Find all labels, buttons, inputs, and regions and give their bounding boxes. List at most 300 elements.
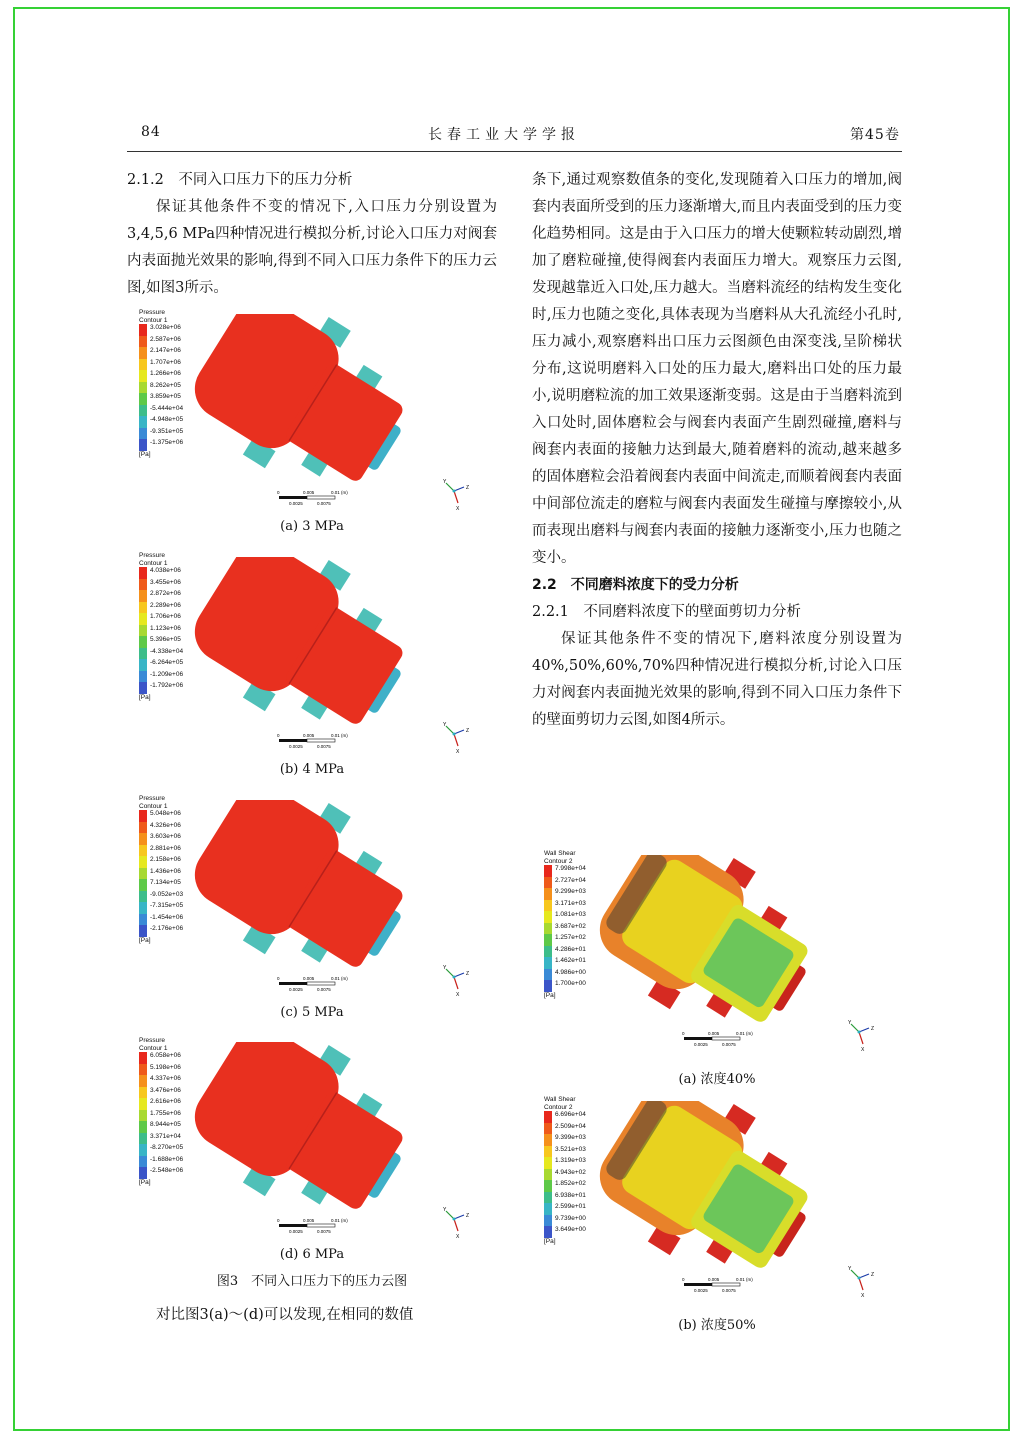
legend-value: 8.944e+05 — [150, 1121, 181, 1129]
legend-swatch — [139, 567, 147, 579]
legend-value: -1.454e+06 — [150, 913, 184, 921]
legend-row — [139, 810, 183, 822]
legend-row — [544, 1226, 586, 1238]
legend-swatch — [544, 969, 552, 981]
legend-row — [139, 416, 183, 428]
legend-value: 3.603e+06 — [150, 833, 181, 841]
legend-row — [139, 405, 183, 417]
legend-row — [544, 1146, 586, 1158]
axis-triad-icon — [442, 477, 472, 511]
journal-title: 长春工业大学学报 — [428, 127, 580, 143]
legend-swatch — [544, 1111, 552, 1123]
legend-value: 1.436e+06 — [150, 867, 181, 875]
scale-label: 0.0075 — [317, 744, 331, 749]
legend-swatch — [139, 1133, 147, 1145]
legend-value: -6.264e+05 — [150, 659, 184, 667]
legend-swatch — [544, 900, 552, 912]
legend-title: Pressure — [139, 1037, 166, 1044]
axis-label: X — [861, 1293, 865, 1298]
legend-value: 7.134e+05 — [150, 879, 181, 887]
scale-label: 0 — [277, 490, 280, 495]
axis-z — [454, 487, 464, 491]
legend-swatch — [544, 877, 552, 889]
legend-swatch — [139, 428, 147, 440]
legend-value: 5.396e+05 — [150, 636, 181, 644]
axis-label: X — [456, 749, 460, 754]
scale-label: 0.0075 — [317, 987, 331, 992]
legend-swatch — [139, 1121, 147, 1133]
legend-swatch — [544, 1203, 552, 1215]
axis-y — [446, 483, 454, 491]
scale-seg-2 — [712, 1037, 740, 1040]
legend-value: 2.509e+04 — [555, 1122, 586, 1130]
contour-panel — [532, 850, 902, 1087]
legend-row — [139, 613, 183, 625]
legend-swatch — [139, 925, 147, 937]
legend-value: -4.338e+04 — [150, 647, 184, 655]
legend-subtitle: Contour 2 — [544, 1103, 573, 1111]
legend-value: 3.859e+05 — [150, 393, 181, 401]
scale-label: 0.01 (m) — [331, 976, 348, 981]
axis-triad-icon — [847, 1264, 877, 1298]
legend-row — [139, 428, 183, 440]
legend-swatch — [544, 980, 552, 992]
axis-label: Y — [443, 722, 447, 728]
legend-value: 7.998e+04 — [555, 865, 586, 873]
legend-value: -2.548e+06 — [150, 1167, 184, 1175]
legend-row — [544, 969, 586, 981]
legend-row — [139, 682, 183, 694]
legend-row — [139, 393, 183, 405]
legend — [139, 1037, 183, 1186]
legend-swatch — [544, 865, 552, 877]
body-group — [187, 1042, 427, 1212]
legend-value: 1.852e+02 — [555, 1180, 586, 1188]
legend-unit: [Pa] — [139, 936, 151, 944]
legend-value: 1.257e+02 — [555, 934, 586, 942]
body-group — [187, 800, 427, 970]
contour-body — [187, 800, 427, 970]
legend-title: Pressure — [139, 795, 166, 802]
legend-swatch — [544, 1123, 552, 1135]
axis-origin — [453, 1218, 456, 1221]
scale-seg-1 — [279, 739, 307, 742]
legend-subtitle: Contour 1 — [139, 559, 168, 567]
legend-value: -1.375e+06 — [150, 439, 184, 447]
legend-row — [544, 911, 586, 923]
legend-value: -9.052e+03 — [150, 890, 184, 898]
contour-panel — [127, 795, 497, 1020]
axis-x — [454, 977, 458, 989]
legend-swatch — [139, 902, 147, 914]
legend-swatch — [139, 845, 147, 857]
legend-swatch — [544, 957, 552, 969]
scale-seg-2 — [307, 739, 335, 742]
legend-value: -1.792e+06 — [150, 682, 184, 690]
paragraph-analysis: 条下,通过观察数值条的变化,发现随着入口压力的增加,阀套内表面所受到的压力逐渐增大,而且内表面受到的压力变化趋势相同。这是由于入口压力的增大使颗粒转动剧烈,增加了磨粒碰撞,使得阀套内表面压力增大。观察压力云图,发现越靠近入口处,压力越大。当磨料流经的结构发生变化时,压力也随之变化,具体表现为当磨料从大孔流经小孔时,压力减小,观察磨料出口压力云图颜色由深变浅,呈阶梯状分布,这说明磨料入口处的压力最大,磨料出口处的压力最小,说明磨粒流的加工效果逐渐变弱。这是由于当磨料流到入口处时,固体磨粒会与阀套内表面产生剧烈碰撞,磨料与阀套内表面的接触力达到最大,随着磨料的流动,越来越多的固体磨粒会沿着阀套内表面中间流走,而顺着阀套内表面中间部位流走的磨粒与阀套内表面发生碰撞与摩擦较小,从而表现出磨料与阀套内表面的接触力逐渐变小,压力也随之变小。 — [532, 172, 902, 566]
legend-row — [139, 1121, 183, 1133]
legend-swatch — [544, 923, 552, 935]
axis-origin — [453, 976, 456, 979]
body-group — [187, 557, 427, 727]
legend-swatch — [544, 1215, 552, 1227]
legend-value: 2.158e+06 — [150, 856, 181, 864]
volume-label: 第45卷 — [850, 127, 900, 143]
scale-label: 0 — [277, 976, 280, 981]
legend-value: 4.326e+06 — [150, 821, 181, 829]
legend-row — [139, 336, 183, 348]
legend-value: 6.058e+06 — [150, 1052, 181, 1060]
legend-row — [544, 1192, 586, 1204]
legend-title: Pressure — [139, 309, 166, 316]
legend-value: 9.399e+03 — [555, 1134, 586, 1142]
legend-swatch — [139, 636, 147, 648]
axis-origin — [453, 490, 456, 493]
subfigure-caption: (b) 4 MPa — [279, 762, 345, 777]
scale-seg-1 — [279, 496, 307, 499]
legend-value: 9.739e+00 — [555, 1214, 586, 1222]
axis-label: Y — [443, 479, 447, 485]
legend-swatch — [139, 1110, 147, 1122]
scale-label: 0.0025 — [289, 1229, 303, 1234]
scale-seg-2 — [307, 982, 335, 985]
legend-swatch — [139, 393, 147, 405]
axis-y — [446, 726, 454, 734]
legend-row — [139, 382, 183, 394]
legend-swatch — [544, 946, 552, 958]
scale-label: 0.005 — [303, 1218, 315, 1223]
contour-panel — [127, 309, 497, 534]
scale-seg-2 — [712, 1283, 740, 1286]
legend-value: 8.262e+05 — [150, 381, 181, 389]
paragraph-fig4-intro: 保证其他条件不变的情况下,磨料浓度分别设置为40%,50%,60%,70%四种情况进行模拟分析,讨论入口压力对阀套内表面抛光效果的影响,得到不同入口压力条件下的壁面剪切力云图,如图4所示。 — [532, 631, 902, 728]
legend-subtitle: Contour 1 — [139, 1044, 168, 1052]
scale-label: 0.005 — [708, 1277, 720, 1282]
scale-seg-1 — [684, 1037, 712, 1040]
axis-label: X — [456, 992, 460, 997]
legend-swatch — [139, 879, 147, 891]
legend-swatch — [139, 671, 147, 683]
legend-swatch — [139, 1064, 147, 1076]
legend-swatch — [139, 439, 147, 451]
legend-row — [139, 1098, 183, 1110]
legend-row — [544, 1134, 586, 1146]
subfigure-caption: (a) 3 MPa — [280, 519, 344, 534]
axis-label: Z — [871, 1272, 875, 1278]
legend-row — [139, 1052, 183, 1064]
contour-body — [592, 855, 832, 1025]
scale-seg-2 — [307, 1224, 335, 1227]
scale-seg-2 — [307, 496, 335, 499]
legend-value: 1.700e+00 — [555, 980, 586, 988]
legend-value: -8.270e+05 — [150, 1144, 184, 1152]
legend-value: 2.599e+01 — [555, 1203, 586, 1211]
paragraph-fig3-intro: 保证其他条件不变的情况下,入口压力分别设置为3,4,5,6 MPa四种情况进行模拟分析,讨论入口压力对阀套内表面抛光效果的影响,得到不同入口压力条件下的压力云图,如图3所示。 — [127, 199, 497, 296]
legend-value: 1.706e+06 — [150, 613, 181, 621]
legend-value: 4.038e+06 — [150, 567, 181, 575]
legend-swatch — [139, 324, 147, 336]
legend-row — [139, 567, 183, 579]
legend-unit: [Pa] — [139, 450, 151, 458]
axis-y — [851, 1024, 859, 1032]
legend-value: -5.444e+04 — [150, 404, 184, 412]
scale-label: 0.01 (m) — [736, 1031, 753, 1036]
scale-label: 0.005 — [303, 733, 315, 738]
scale-label: 0.0075 — [317, 1229, 331, 1234]
legend-swatch — [139, 648, 147, 660]
axis-label: Y — [848, 1266, 852, 1272]
legend-swatch — [139, 682, 147, 694]
legend-row — [544, 980, 586, 992]
legend-row — [544, 957, 586, 969]
legend-row — [544, 1111, 586, 1123]
legend-value: 4.286e+01 — [555, 945, 586, 953]
legend-swatch — [139, 602, 147, 614]
scale-label: 0.01 (m) — [331, 1218, 348, 1223]
legend-unit: [Pa] — [139, 693, 151, 701]
scale-label: 0.01 (m) — [331, 490, 348, 495]
body-group — [592, 855, 832, 1025]
legend-value: 1.123e+06 — [150, 624, 181, 632]
body-group — [187, 314, 427, 484]
legend-swatch — [139, 833, 147, 845]
legend-value: 2.872e+06 — [150, 590, 181, 598]
axis-y — [446, 1211, 454, 1219]
legend-swatch — [139, 1087, 147, 1099]
legend-swatch — [139, 1156, 147, 1168]
legend-swatch — [544, 1226, 552, 1238]
contour-body — [187, 314, 427, 484]
legend-value: 5.048e+06 — [150, 810, 181, 818]
legend-row — [139, 1156, 183, 1168]
legend-swatch — [139, 336, 147, 348]
legend-swatch — [544, 1134, 552, 1146]
scale-label: 0 — [277, 733, 280, 738]
scale-seg-1 — [279, 982, 307, 985]
legend-row — [139, 891, 183, 903]
legend-value: 1.266e+06 — [150, 370, 181, 378]
axis-label: Z — [466, 971, 470, 977]
legend-value: 4.943e+02 — [555, 1168, 586, 1176]
legend-swatch — [544, 934, 552, 946]
legend-unit: [Pa] — [544, 1237, 556, 1245]
contour-body — [187, 557, 427, 727]
legend-value: -9.351e+05 — [150, 427, 184, 435]
legend-title: Pressure — [139, 552, 166, 559]
legend-swatch — [544, 888, 552, 900]
scale-bar — [275, 973, 365, 995]
legend — [544, 850, 586, 999]
legend-value: -1.209e+06 — [150, 670, 184, 678]
left-column-bottom — [127, 1302, 497, 1329]
scale-label: 0.0025 — [694, 1288, 708, 1293]
scale-bar — [275, 487, 365, 509]
legend-row — [544, 900, 586, 912]
contour-body — [592, 1101, 832, 1271]
scale-bar — [680, 1028, 770, 1050]
legend-value: 1.462e+01 — [555, 957, 586, 965]
axis-x — [454, 1219, 458, 1231]
legend-row — [139, 925, 183, 937]
scale-label: 0.0075 — [317, 501, 331, 506]
legend-swatch — [139, 1167, 147, 1179]
legend-row — [139, 856, 183, 868]
legend-value: 6.696e+04 — [555, 1111, 586, 1119]
legend-unit: [Pa] — [544, 991, 556, 999]
axis-z — [454, 730, 464, 734]
legend-row — [139, 324, 183, 336]
legend-subtitle: Contour 1 — [139, 316, 168, 324]
legend-row — [139, 1144, 183, 1156]
subfigure-caption: (c) 5 MPa — [280, 1005, 344, 1020]
legend-row — [139, 648, 183, 660]
legend-value: -7.315e+05 — [150, 902, 184, 910]
axis-x — [859, 1278, 863, 1290]
legend-subtitle: Contour 1 — [139, 802, 168, 810]
legend-value: 3.028e+06 — [150, 324, 181, 332]
legend-swatch — [139, 370, 147, 382]
legend-row — [544, 1157, 586, 1169]
axis-triad-icon — [442, 963, 472, 997]
axis-z — [454, 973, 464, 977]
legend-row — [544, 1123, 586, 1135]
figure-3-caption: 图3 不同入口压力下的压力云图 — [216, 1274, 408, 1289]
page-number: 84 — [141, 124, 161, 140]
legend-row — [544, 946, 586, 958]
axis-label: X — [456, 506, 460, 511]
scale-label: 0 — [277, 1218, 280, 1223]
legend-value: 2.587e+06 — [150, 335, 181, 343]
paragraph-comparison: 对比图3(a)～(d)可以发现,在相同的数值 — [156, 1307, 414, 1323]
legend-swatch — [139, 868, 147, 880]
legend-swatch — [139, 382, 147, 394]
legend-swatch — [139, 347, 147, 359]
axis-label: X — [861, 1047, 865, 1052]
legend-swatch — [544, 1157, 552, 1169]
legend-value: 2.616e+06 — [150, 1098, 181, 1106]
legend-row — [544, 1203, 586, 1215]
legend-row — [544, 923, 586, 935]
legend-value: 4.337e+06 — [150, 1075, 181, 1083]
scale-label: 0.0025 — [289, 501, 303, 506]
contour-panel — [532, 1096, 902, 1333]
legend-row — [139, 590, 183, 602]
scale-label: 0.0075 — [722, 1288, 736, 1293]
legend-row — [139, 625, 183, 637]
axis-origin — [453, 733, 456, 736]
legend-value: 1.081e+03 — [555, 911, 586, 919]
section-2-1-2-heading: 2.1.2 不同入口压力下的压力分析 — [127, 172, 353, 188]
legend-swatch — [139, 914, 147, 926]
axis-origin — [858, 1277, 861, 1280]
scale-label: 0.0025 — [694, 1042, 708, 1047]
scale-bar — [680, 1274, 770, 1296]
axis-label: Z — [871, 1026, 875, 1032]
legend-row — [139, 902, 183, 914]
legend-value: 2.289e+06 — [150, 601, 181, 609]
legend-value: -4.948e+05 — [150, 416, 184, 424]
scale-label: 0.005 — [303, 490, 315, 495]
scale-label: 0.005 — [708, 1031, 720, 1036]
legend-row — [139, 833, 183, 845]
legend-row — [139, 1064, 183, 1076]
legend-swatch — [139, 659, 147, 671]
contour-body — [187, 1042, 427, 1212]
legend-row — [139, 602, 183, 614]
legend-swatch — [544, 1146, 552, 1158]
axis-label: Z — [466, 485, 470, 491]
scale-label: 0.0075 — [722, 1042, 736, 1047]
legend-value: 6.938e+01 — [555, 1191, 586, 1199]
legend-row — [544, 865, 586, 877]
legend-row — [139, 822, 183, 834]
legend-value: 5.198e+06 — [150, 1063, 181, 1071]
header-rule — [127, 151, 902, 152]
axis-label: Z — [466, 1213, 470, 1219]
legend — [139, 309, 183, 458]
section-2-2-heading: 2.2 不同磨料浓度下的受力分析 — [532, 577, 739, 593]
body-group — [592, 1101, 832, 1271]
legend-swatch — [139, 856, 147, 868]
scale-label: 0 — [682, 1031, 685, 1036]
axis-label: Z — [466, 728, 470, 734]
legend-swatch — [544, 1180, 552, 1192]
legend-row — [139, 1167, 183, 1179]
legend-value: 1.707e+06 — [150, 358, 181, 366]
legend-swatch — [139, 891, 147, 903]
legend-row — [544, 877, 586, 889]
axis-z — [454, 1215, 464, 1219]
left-column-top — [127, 167, 497, 302]
scale-label: 0.01 (m) — [331, 733, 348, 738]
axis-label: Y — [443, 1207, 447, 1213]
legend-value: 3.521e+03 — [555, 1145, 586, 1153]
legend-row — [544, 1169, 586, 1181]
axis-triad-icon — [847, 1018, 877, 1052]
legend — [139, 795, 183, 944]
axis-triad-icon — [442, 1205, 472, 1239]
right-column — [532, 167, 902, 734]
axis-z — [859, 1028, 869, 1032]
contour-panel — [127, 1037, 497, 1262]
legend-row — [139, 868, 183, 880]
legend-row — [544, 1180, 586, 1192]
legend-title: Wall Shear — [544, 1096, 576, 1103]
legend-row — [544, 888, 586, 900]
legend-row — [139, 879, 183, 891]
legend-value: 2.881e+06 — [150, 844, 181, 852]
legend-row — [139, 671, 183, 683]
legend-row — [139, 914, 183, 926]
legend-swatch — [139, 1052, 147, 1064]
axis-z — [859, 1274, 869, 1278]
legend-value: 3.649e+00 — [555, 1226, 586, 1234]
axis-label: X — [456, 1234, 460, 1239]
legend-row — [139, 359, 183, 371]
legend-value: 2.727e+04 — [555, 876, 586, 884]
legend-row — [544, 934, 586, 946]
axis-x — [454, 734, 458, 746]
axis-y — [851, 1270, 859, 1278]
legend-value: 1.755e+06 — [150, 1109, 181, 1117]
legend-row — [139, 347, 183, 359]
legend — [544, 1096, 586, 1245]
legend-swatch — [139, 579, 147, 591]
legend-row — [139, 1087, 183, 1099]
subfigure-caption: (a) 浓度40% — [678, 1072, 756, 1087]
legend-value: -2.176e+06 — [150, 925, 184, 933]
axis-y — [446, 969, 454, 977]
